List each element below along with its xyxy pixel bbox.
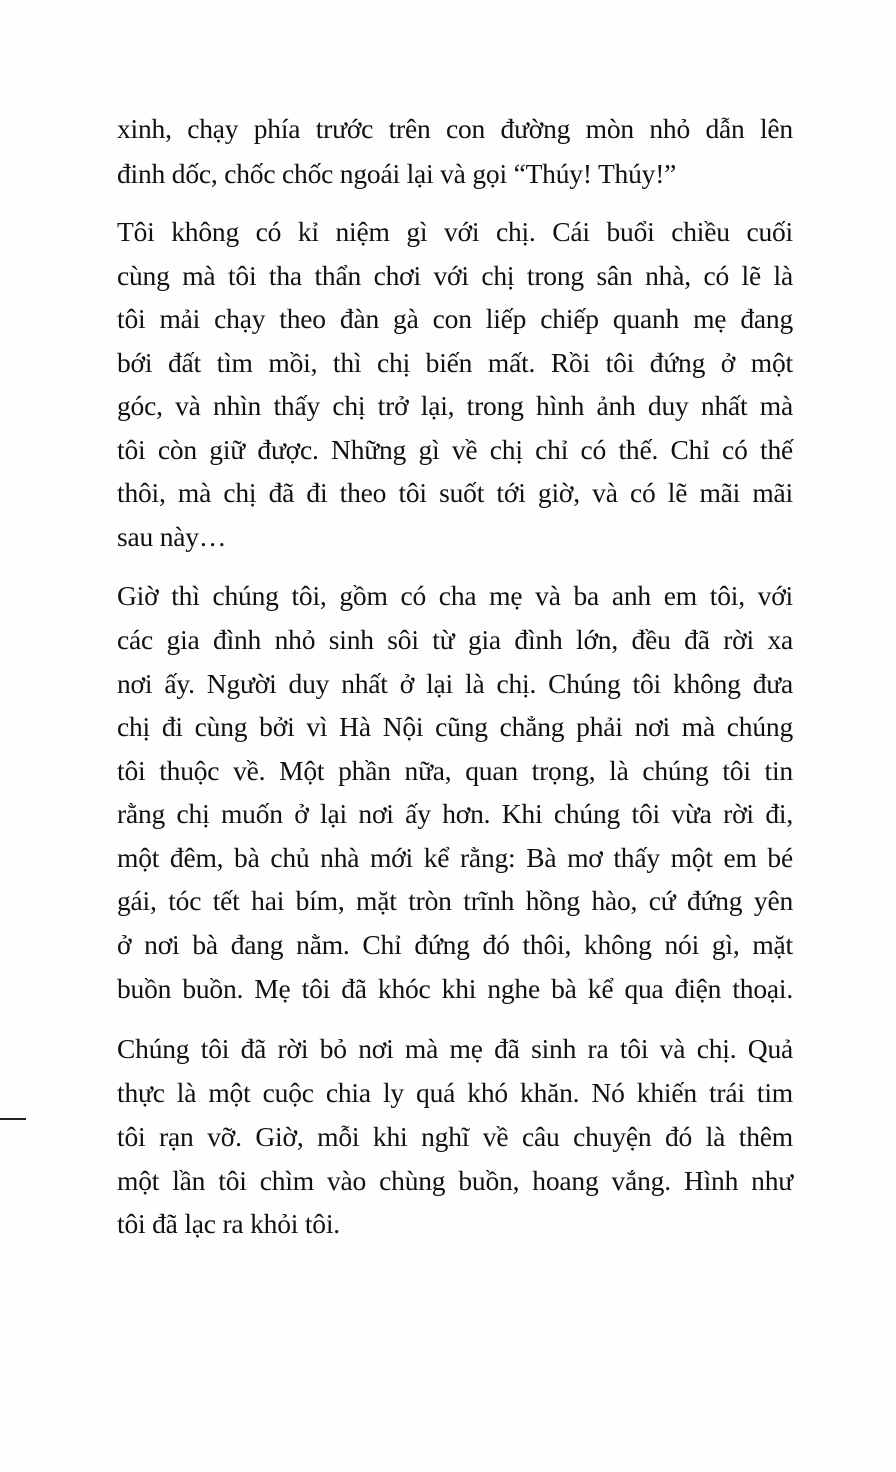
text-line: ở nơi bà đang nằm. Chỉ đứng đó thôi, không nói gì, mặt [117, 929, 793, 960]
margin-dash-mark [0, 1118, 26, 1120]
text-line: các gia đình nhỏ sinh sôi từ gia đình lớn, đều đã rời xa [117, 624, 793, 655]
text-line: tôi đã lạc ra khỏi tôi. [117, 1208, 340, 1239]
text-line: nơi ấy. Người duy nhất ở lại là chị. Chúng tôi không đưa [117, 668, 793, 699]
text-line: một đêm, bà chủ nhà mới kể rằng: Bà mơ thấy một em bé [117, 842, 793, 873]
text-line: rằng chị muốn ở lại nơi ấy hơn. Khi chúng tôi vừa rời đi, [117, 798, 793, 829]
text-line: tôi rạn vỡ. Giờ, mỗi khi nghĩ về câu chuyện đó là thêm [117, 1121, 793, 1152]
text-line: một lần tôi chìm vào chùng buồn, hoang vắng. Hình như [117, 1165, 793, 1196]
text-line: gái, tóc tết hai bím, mặt tròn trĩnh hồng hào, cứ đứng yên [117, 885, 793, 916]
text-line: xinh, chạy phía trước trên con đường mòn nhỏ dẫn lên [117, 113, 793, 144]
text-line: tôi thuộc về. Một phần nữa, quan trọng, là chúng tôi tin [117, 755, 793, 786]
text-line: chị đi cùng bởi vì Hà Nội cũng chẳng phải nơi mà chúng [117, 711, 793, 742]
text-line: thực là một cuộc chia ly quá khó khăn. Nó khiến trái tim [117, 1077, 793, 1108]
text-line: buồn buồn. Mẹ tôi đã khóc khi nghe bà kể qua điện thoại. [117, 973, 793, 1004]
text-line: sau này… [117, 521, 227, 552]
text-line: thôi, mà chị đã đi theo tôi suốt tới giờ, và có lẽ mãi mãi [117, 477, 793, 508]
text-line: bới đất tìm mồi, thì chị biến mất. Rồi tôi đứng ở một [117, 347, 793, 378]
text-line: Chúng tôi đã rời bỏ nơi mà mẹ đã sinh ra tôi và chị. Quả [117, 1033, 793, 1064]
text-line: Tôi không có kỉ niệm gì với chị. Cái buổi chiều cuối [117, 216, 793, 247]
text-line: Giờ thì chúng tôi, gồm có cha mẹ và ba anh em tôi, với [117, 580, 793, 611]
text-line: đinh dốc, chốc chốc ngoái lại và gọi “Thúy! Thúy!” [117, 158, 677, 189]
text-line: cùng mà tôi tha thẩn chơi với chị trong sân nhà, có lẽ là [117, 260, 793, 291]
text-line: tôi mải chạy theo đàn gà con liếp chiếp quanh mẹ đang [117, 303, 793, 334]
text-line: góc, và nhìn thấy chị trở lại, trong hình ảnh duy nhất mà [117, 390, 793, 421]
text-line: tôi còn giữ được. Những gì về chị chỉ có thế. Chỉ có thế [117, 434, 793, 465]
